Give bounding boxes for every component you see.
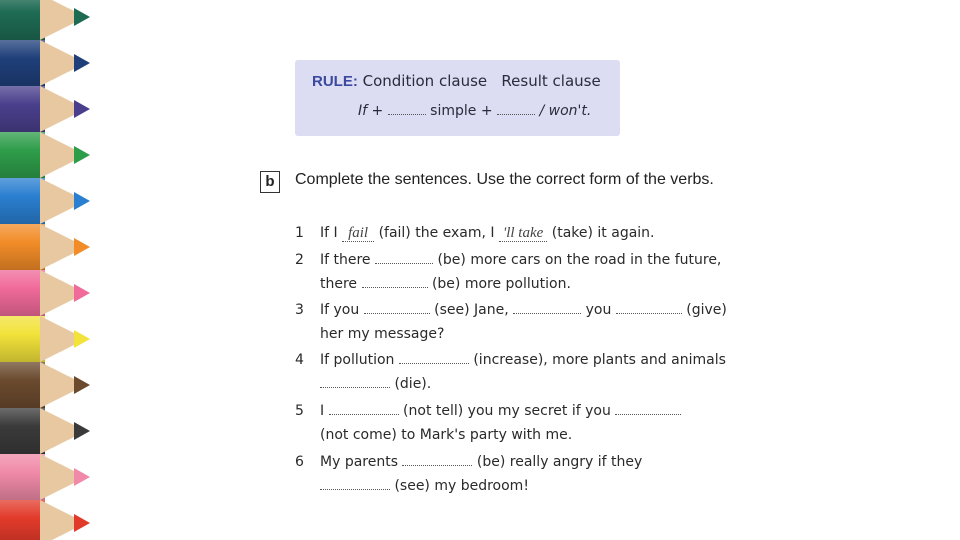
rule-simple: simple + xyxy=(430,103,493,119)
text-segment: If you xyxy=(320,302,360,318)
rule-heading-text: Condition clause Result clause xyxy=(362,72,601,90)
pencils-decoration xyxy=(0,0,110,540)
rule-blank-2 xyxy=(497,104,535,115)
text-segment: (give) xyxy=(686,302,727,318)
text-segment: (be) more pollution. xyxy=(431,276,571,292)
answer-blank[interactable] xyxy=(362,277,428,288)
rule-if: If + xyxy=(358,103,384,119)
answer-blank[interactable] xyxy=(616,303,682,314)
text-segment: you xyxy=(585,302,612,318)
exercise-number: 4 xyxy=(295,352,304,368)
exercise-number: 3 xyxy=(295,302,304,318)
text-segment: (not come) to Mark's party with me. xyxy=(320,427,573,443)
answer-blank[interactable] xyxy=(615,404,681,415)
answer-blank[interactable] xyxy=(375,253,433,264)
text-segment: If pollution xyxy=(320,352,395,368)
text-segment: (be) more cars on the road in the future, xyxy=(437,252,722,268)
pencil xyxy=(0,0,110,40)
text-segment: (die). xyxy=(394,376,432,392)
section-label: b xyxy=(260,171,280,193)
answer-blank[interactable] xyxy=(320,479,390,490)
pencil xyxy=(0,500,110,540)
exercise-2 xyxy=(295,248,745,296)
pencil xyxy=(0,316,110,362)
pencil xyxy=(0,270,110,316)
text-segment: (see) Jane, xyxy=(434,302,509,318)
answer-blank[interactable] xyxy=(402,455,472,466)
answer-take: 'll take xyxy=(499,225,547,242)
text-segment: I xyxy=(320,403,325,419)
exercise-number: 5 xyxy=(295,403,304,419)
exercise-text xyxy=(320,298,740,346)
text-segment: If I xyxy=(320,225,338,241)
pencil xyxy=(0,454,110,500)
exercise-text xyxy=(320,221,740,245)
answer-blank[interactable] xyxy=(364,303,430,314)
rule-tag: RULE: xyxy=(312,73,358,90)
exercise-text xyxy=(320,450,740,498)
section-instruction: Complete the sentences. Use the correct form of the verbs. xyxy=(295,171,714,188)
answer-blank[interactable] xyxy=(329,404,399,415)
answer-blank[interactable] xyxy=(513,303,581,314)
exercise-3 xyxy=(295,298,745,346)
exercise-6 xyxy=(295,450,745,498)
exercise-text xyxy=(320,399,740,447)
pencil xyxy=(0,86,110,132)
pencil xyxy=(0,362,110,408)
exercise-1 xyxy=(295,221,745,245)
rule-formula xyxy=(358,103,591,119)
rule-wont: / won't. xyxy=(539,103,592,119)
answer-blank[interactable] xyxy=(320,377,390,388)
exercise-number: 6 xyxy=(295,454,304,470)
text-segment: (increase), more plants and animals xyxy=(473,352,726,368)
text-segment: If there xyxy=(320,252,371,268)
pencil xyxy=(0,178,110,224)
text-segment: (not tell) you my secret if you xyxy=(403,403,611,419)
text-segment: (be) really angry if they xyxy=(476,454,643,470)
exercise-text xyxy=(320,248,740,296)
pencil xyxy=(0,40,110,86)
text-segment: there xyxy=(320,276,358,292)
text-segment: her my message? xyxy=(320,326,445,342)
exercise-5 xyxy=(295,399,745,447)
pencil xyxy=(0,224,110,270)
exercise-number: 1 xyxy=(295,225,304,241)
exercise-4 xyxy=(295,348,745,396)
pencil xyxy=(0,408,110,454)
text-segment: (take) it again. xyxy=(551,225,655,241)
pencil xyxy=(0,132,110,178)
text-segment: My parents xyxy=(320,454,398,470)
rule-blank-1 xyxy=(388,104,426,115)
exercise-text xyxy=(320,348,740,396)
text-segment: (fail) the exam, I xyxy=(378,225,495,241)
answer-blank[interactable] xyxy=(399,353,469,364)
exercise-number: 2 xyxy=(295,252,304,268)
text-segment: (see) my bedroom! xyxy=(394,478,529,494)
answer-fail: fail xyxy=(342,225,374,242)
rule-heading xyxy=(312,72,601,90)
